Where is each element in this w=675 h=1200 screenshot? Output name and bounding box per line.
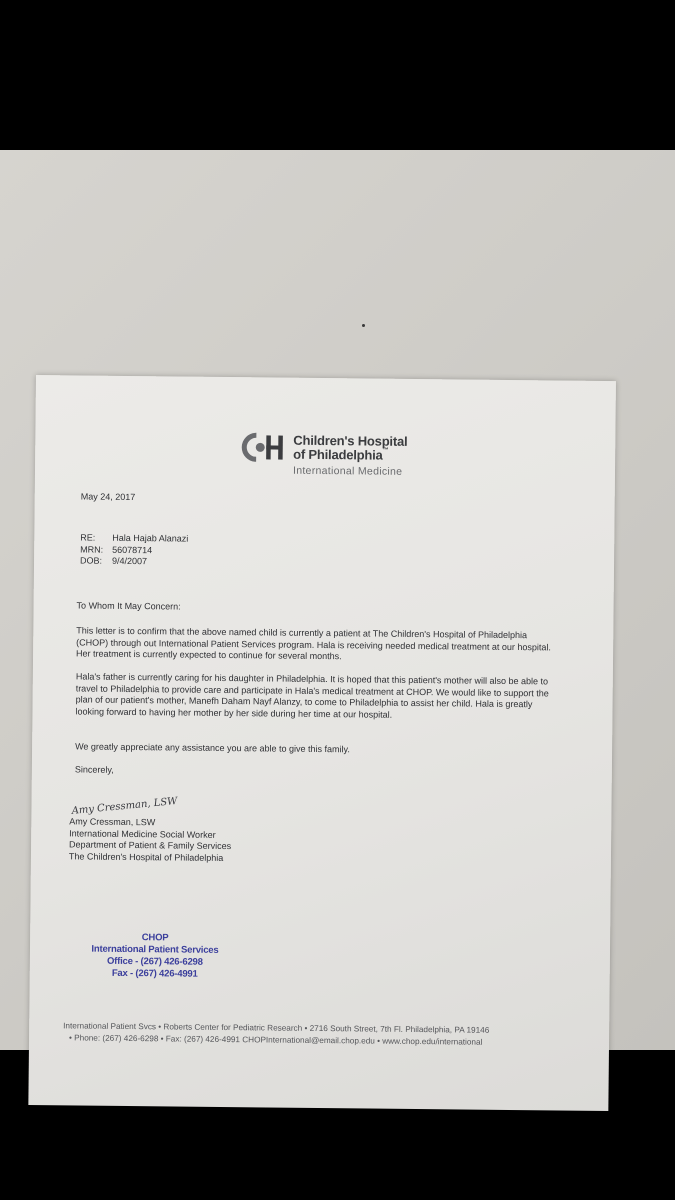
- signer-department: Department of Patient & Family Services: [69, 839, 232, 852]
- logo-name-line2: of Philadelphia™: [293, 446, 389, 463]
- re-line: RE: Hala Hajab Alanazi: [80, 532, 189, 544]
- surface-mark: [362, 324, 365, 327]
- reference-block: [80, 532, 188, 568]
- photo-area: [0, 150, 675, 1050]
- signer-title: International Medicine Social Worker: [69, 827, 216, 840]
- chop-logo: [240, 429, 461, 481]
- logo-name-line1: Children's Hospital: [293, 432, 408, 449]
- stamp-line-4: Fax - (267) 426-4991: [111, 967, 198, 980]
- salutation: To Whom It May Concern:: [76, 600, 181, 612]
- letter-date: May 24, 2017: [80, 491, 136, 503]
- stamp-line-2: International Patient Services: [91, 943, 219, 956]
- paragraph-2: Hala's father is currently caring for his daughter in Philadelphia. It is hoped that this patient's mother will also be able to travel to Philadelphia to provide care and participate in Hala's medical treatment at CHOP. We would like to support the plan of our patient's mother, Manefh Daham Nayf Alanzy, to come to Philadelphia to assist her child. Hala is greatly looking forward to having her mother by her side during her time at our hospital.: [75, 671, 549, 720]
- chop-logo-icon: [240, 431, 288, 464]
- letter-page: [28, 375, 616, 1111]
- signature-block: [69, 816, 232, 864]
- closing: Sincerely,: [74, 764, 114, 775]
- paragraph-3: We greatly appreciate any assistance you are able to give this family.: [75, 741, 350, 755]
- chop-stamp: [70, 931, 240, 981]
- handwritten-signature: Amy Cressman, LSW: [71, 795, 178, 817]
- paragraph-1: This letter is to confirm that the above named child is currently a patient at The Children's Hospital of Philadelphia (CHOP) through out International Patient Services program. Hala is receiving needed medical treatment at our hospital. Her treatment is currently expected to continue for several months.: [76, 625, 551, 662]
- stamp-line-3: Office - (267) 426-6298: [106, 955, 203, 968]
- footer-contact: • Phone: (267) 426-6298 • Fax: (267) 426-4991 CHOPInternational@email.chop.edu • www.chop.edu/international: [69, 1033, 483, 1047]
- signer-organization: The Children's Hospital of Philadelphia: [68, 850, 224, 863]
- mrn-line: MRN: 56078714: [80, 543, 153, 555]
- letter-footer: [63, 1020, 573, 1049]
- dob-line: DOB: 9/4/2007: [80, 555, 148, 567]
- signer-name: Amy Cressman, LSW: [69, 816, 156, 828]
- stamp-line-1: CHOP: [141, 932, 169, 944]
- footer-address: International Patient Svcs • Roberts Center for Pediatric Research • 2716 South Street, 7th Fl. Philadelphia, PA 19146: [63, 1021, 490, 1035]
- logo-subtitle: International Medicine: [292, 464, 403, 478]
